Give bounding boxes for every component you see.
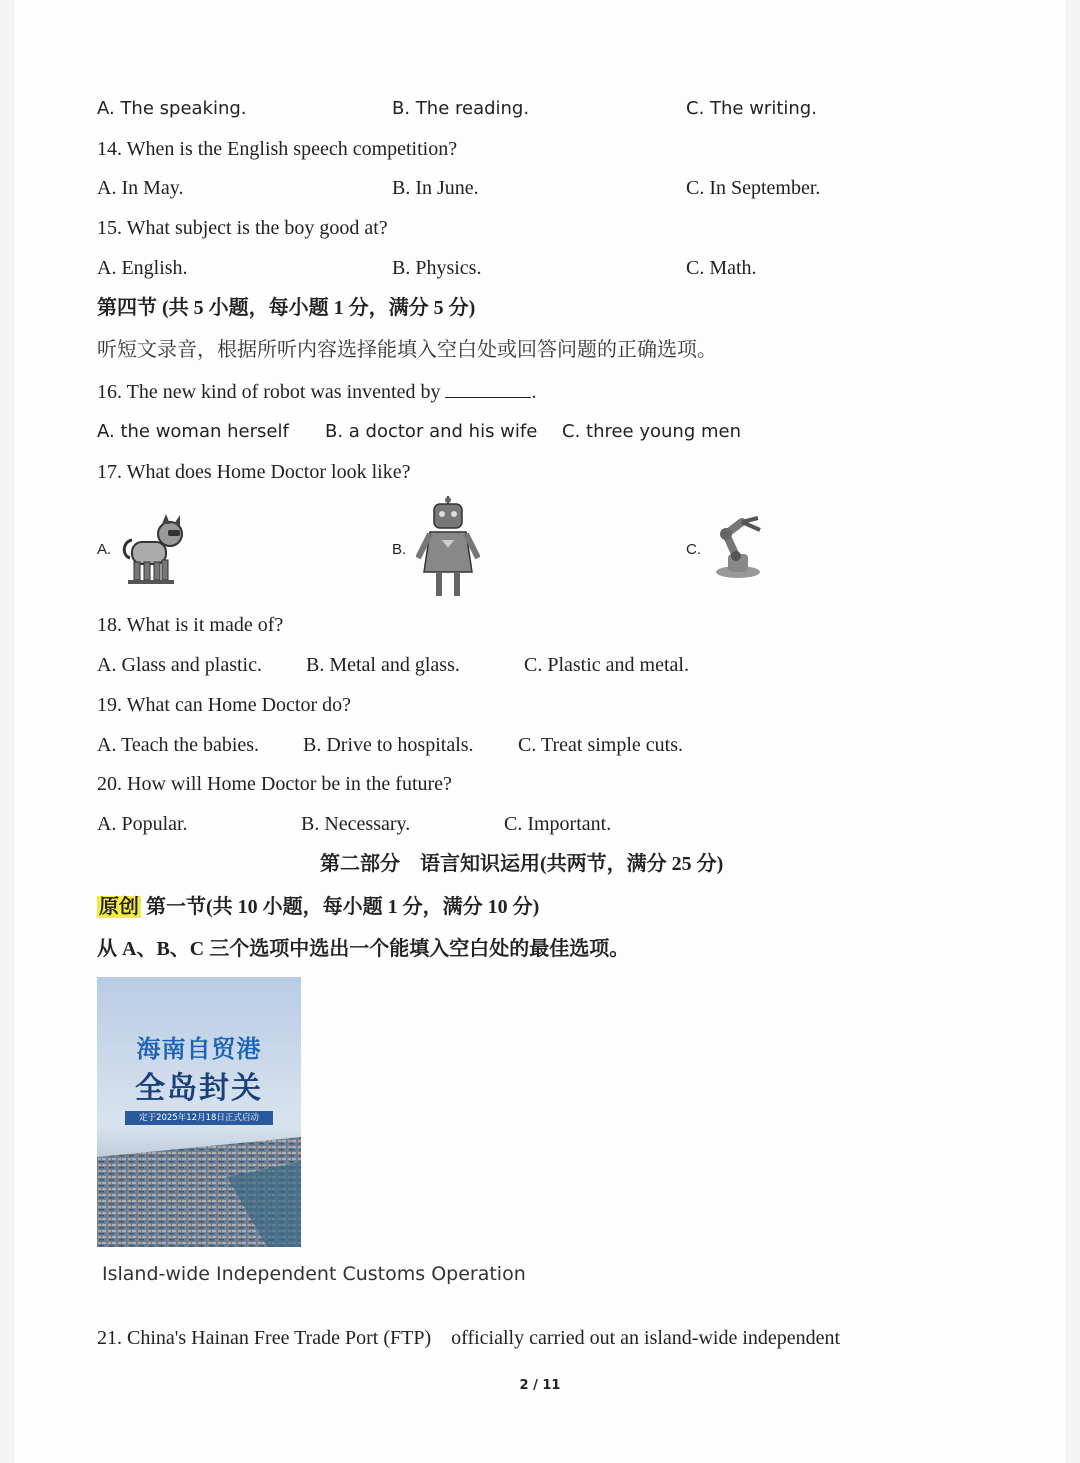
robotic-arm-icon: [708, 514, 770, 580]
q19-question: 19. What can Home Doctor do?: [97, 694, 351, 716]
image-caption: Island-wide Independent Customs Operation: [102, 1263, 526, 1285]
humanoid-robot-icon: [416, 496, 480, 602]
q20-option-b: B. Necessary.: [301, 813, 411, 835]
q20-option-c: C. Important.: [504, 813, 612, 835]
q15-option-b: B. Physics.: [392, 257, 482, 279]
q18-option-b: B. Metal and glass.: [306, 654, 460, 676]
hainan-poster-image: [97, 977, 301, 1247]
q17-option-c-label: C.: [686, 541, 701, 558]
q16-option-b: B. a doctor and his wife: [325, 421, 538, 442]
q19-option-b: B. Drive to hospitals.: [303, 734, 474, 756]
q21-question: 21. China's Hainan Free Trade Port (FTP) officially carried out an island-wide independent: [97, 1327, 841, 1349]
q18-option-c: C. Plastic and metal.: [524, 654, 689, 676]
section1-title: 第一节(共 10 小题，每小题 1 分，满分 10 分): [146, 896, 540, 918]
page-number: 2 / 11: [519, 1378, 561, 1393]
section1-heading: [97, 894, 539, 920]
q18-question: 18. What is it made of?: [97, 614, 284, 636]
q20-option-a: A. Popular.: [97, 813, 188, 835]
q13-option-b: B. The reading.: [392, 98, 530, 119]
q19-option-c: C. Treat simple cuts.: [518, 734, 684, 756]
q14-option-a: A. In May.: [97, 177, 184, 199]
q16-option-c: C. three young men: [562, 421, 741, 442]
q17-option-a-label: A.: [97, 541, 112, 558]
answer-blank: [445, 379, 531, 398]
original-tag: 原创: [99, 896, 139, 918]
q17-option-b-label: B.: [392, 541, 407, 558]
q16-question: [97, 379, 536, 405]
poster-title-line1: 海南自贸港: [136, 1035, 262, 1063]
poster-date-band: 定于2025年12月18日正式启动: [125, 1111, 273, 1125]
section1-instruction: 从 A、B、C 三个选项中选出一个能填入空白处的最佳选项。: [97, 938, 630, 960]
poster-title-line2: 全岛封关: [135, 1071, 263, 1106]
section4-title: 第四节 (共 5 小题，每小题 1 分，满分 5 分): [97, 297, 476, 319]
q14-option-c: C. In September.: [686, 177, 821, 199]
q15-option-c: C. Math.: [686, 257, 757, 279]
q15-question: 15. What subject is the boy good at?: [97, 217, 388, 239]
q20-question: 20. How will Home Doctor be in the future?: [97, 773, 452, 795]
q13-option-a: A. The speaking.: [97, 98, 247, 119]
q13-option-c: C. The writing.: [686, 98, 817, 119]
q19-option-a: A. Teach the babies.: [97, 734, 260, 756]
q16-question-suffix: .: [531, 381, 537, 403]
part2-title: 第二部分 语言知识运用(共两节，满分 25 分): [320, 853, 724, 875]
q16-option-a: A. the woman herself: [97, 421, 289, 442]
q16-question-prefix: 16. The new kind of robot was invented by: [97, 381, 446, 403]
q15-option-a: A. English.: [97, 257, 188, 279]
q14-option-b: B. In June.: [392, 177, 479, 199]
section4-instruction: 听短文录音，根据所听内容选择能填入空白处或回答问题的正确选项。: [97, 339, 717, 361]
robot-dog-icon: [120, 512, 188, 586]
q18-option-a: A. Glass and plastic.: [97, 654, 262, 676]
q17-question: 17. What does Home Doctor look like?: [97, 461, 411, 483]
q14-question: 14. When is the English speech competition?: [97, 138, 458, 160]
